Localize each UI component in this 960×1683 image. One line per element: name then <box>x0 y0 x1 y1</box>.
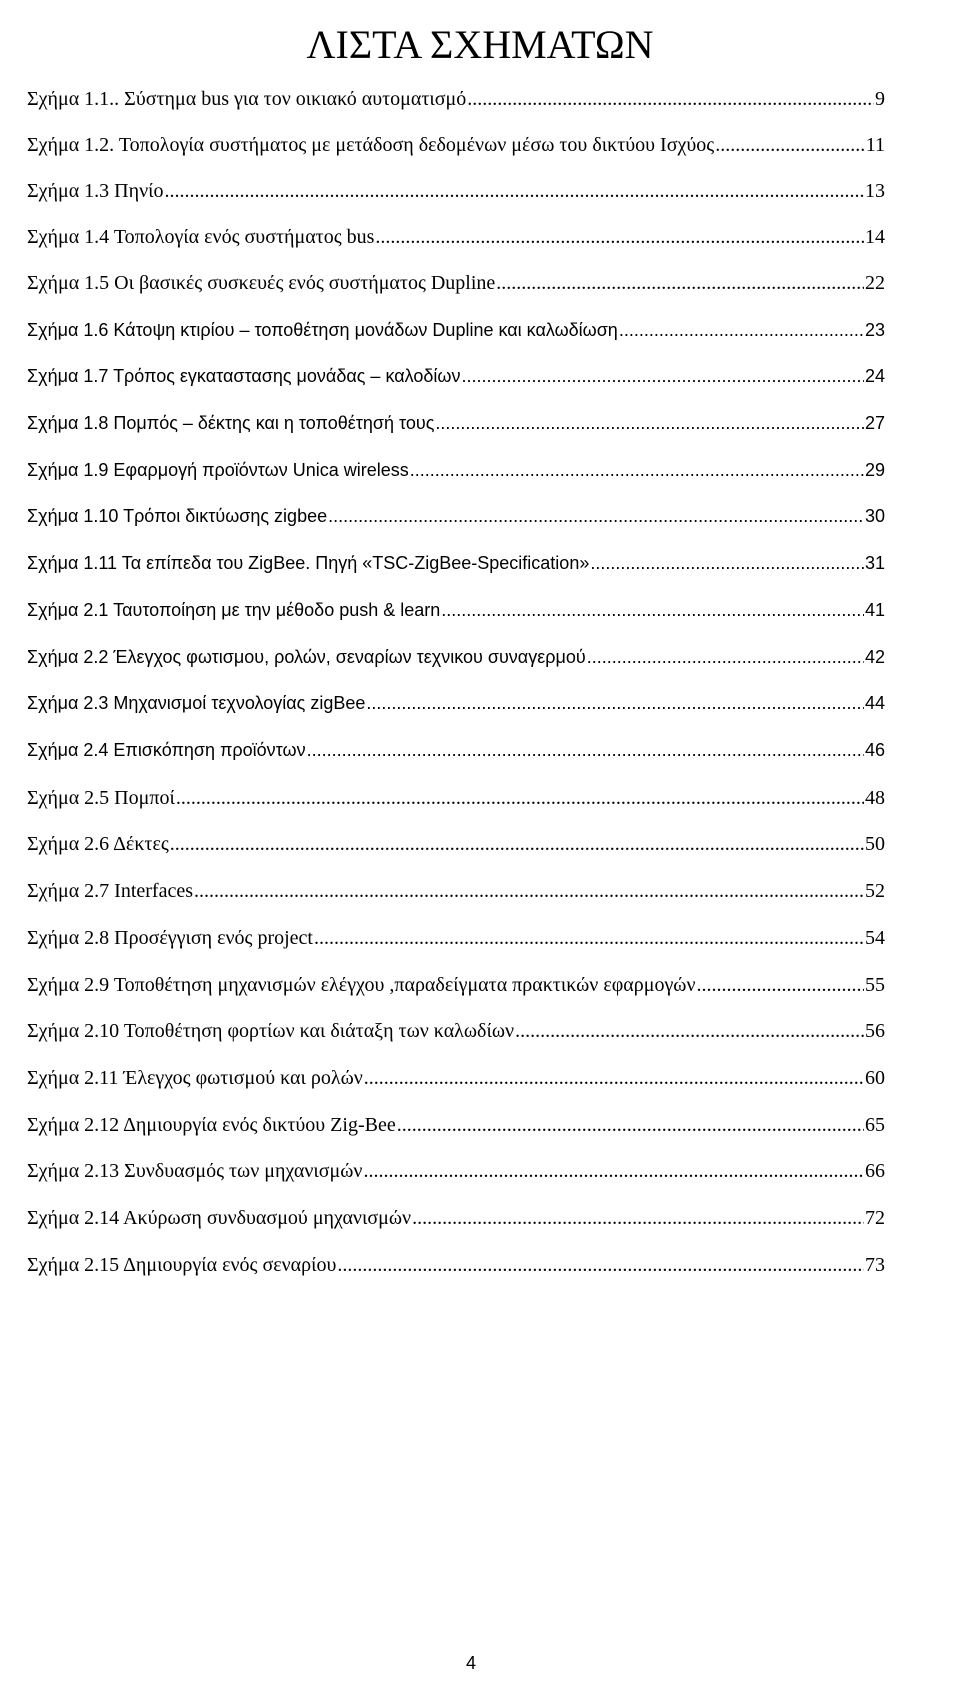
leader-dots <box>337 1254 864 1277</box>
toc-entry-label: Σχήμα 1.9 Εφαρμογή προϊόντων Unica wireless <box>27 460 409 480</box>
leader-dots <box>461 366 864 387</box>
toc-entry-page: 72 <box>865 1207 885 1229</box>
toc-entry-page: 22 <box>865 272 885 294</box>
toc-entry-page: 66 <box>865 1160 885 1182</box>
leader-dots <box>363 1160 864 1183</box>
toc-entry[interactable] <box>27 88 885 111</box>
toc-entry-label: Σχήμα 2.15 Δημιουργία ενός σεναρίου <box>27 1254 337 1276</box>
toc-entry-page: 56 <box>865 1020 885 1042</box>
toc-entry-page: 54 <box>865 927 885 949</box>
leader-dots <box>366 693 864 714</box>
toc-entry[interactable] <box>27 740 885 763</box>
toc-entry-label: Σχήμα 2.14 Ακύρωση συνδυασμού μηχανισμών <box>27 1207 412 1229</box>
toc-entry[interactable] <box>27 833 885 856</box>
leader-dots <box>314 927 864 950</box>
toc-entry[interactable] <box>27 647 885 670</box>
toc-entry-label: Σχήμα 2.9 Τοποθέτηση μηχανισμών ελέγχου ,παραδείγματα πρακτικών εφαρμογών <box>27 974 696 996</box>
toc-entry-label: Σχήμα 2.6 Δέκτες <box>27 833 169 855</box>
toc-entry[interactable] <box>27 1067 885 1090</box>
toc-entry-page: 11 <box>865 134 885 156</box>
toc-entry-label: Σχήμα 1.4 Τοπολογία ενός συστήματος bus <box>27 226 375 248</box>
toc-entry[interactable] <box>27 974 885 997</box>
toc-entry-label: Σχήμα 2.1 Ταυτοποίηση με την μέθοδο push & learn <box>27 600 441 620</box>
toc-entry[interactable] <box>27 1114 885 1137</box>
toc-entry-page: 31 <box>864 553 885 573</box>
toc-entry-label: Σχήμα 1.6 Κάτοψη κτιρίου – τοποθέτηση μονάδων Dupline και καλωδίωση <box>27 320 618 340</box>
toc-entry-page: 14 <box>865 226 885 248</box>
toc-entry-label: Σχήμα 1.5 Οι βασικές συσκευές ενός συστήματος Dupline <box>27 272 496 294</box>
toc-entry-page: 42 <box>864 647 885 667</box>
toc-entry[interactable] <box>27 460 885 483</box>
leader-dots <box>328 506 864 527</box>
leader-dots <box>364 1067 864 1090</box>
toc-entry-page: 24 <box>864 366 885 386</box>
leader-dots <box>170 833 864 856</box>
toc-entry[interactable] <box>27 180 885 203</box>
leader-dots <box>412 1207 864 1230</box>
toc-entry-label: Σχήμα 2.3 Μηχανισμοί τεχνολογίας zigBee <box>27 693 366 713</box>
toc-entry-label: Σχήμα 2.10 Τοποθέτηση φορτίων και διάταξη των καλωδίων <box>27 1020 515 1042</box>
toc-entry-label: Σχήμα 1.7 Τρόπος εγκαταστασης μονάδας – καλοδίων <box>27 366 461 386</box>
toc-entry-label: Σχήμα 1.1.. Σύστημα bus για τον οικιακό αυτοματισμό <box>27 88 467 110</box>
toc-entry-label: Σχήμα 2.4 Επισκόπηση προϊόντων <box>27 740 306 760</box>
toc-entry-page: 65 <box>865 1114 885 1136</box>
toc-entry-page: 46 <box>864 740 885 760</box>
toc-entry[interactable] <box>27 600 885 623</box>
toc-entry-page: 23 <box>864 320 885 340</box>
leader-dots <box>375 226 864 249</box>
toc-entry-label: Σχήμα 2.8 Προσέγγιση ενός project <box>27 927 313 949</box>
toc-entry[interactable] <box>27 272 885 295</box>
toc-entry-label: Σχήμα 1.8 Πομπός – δέκτης και η τοποθέτησή τους <box>27 413 435 433</box>
page-number: 4 <box>465 1653 476 1673</box>
leader-dots <box>619 320 864 341</box>
leader-dots <box>397 1114 864 1137</box>
leader-dots <box>715 134 865 157</box>
toc-entry-label: Σχήμα 2.2 Έλεγχος φωτισμου, ρολών, σεναρίων τεχνικου συναγερμού <box>27 647 586 667</box>
toc-entry-page: 41 <box>864 600 885 620</box>
toc-entry-page: 9 <box>875 88 885 110</box>
toc-entry[interactable] <box>27 1207 885 1230</box>
toc-entry[interactable] <box>27 693 885 716</box>
toc-entry-page: 44 <box>864 693 885 713</box>
toc-entry-page: 27 <box>864 413 885 433</box>
page-title: ΛΙΣΤΑ ΣΧΗΜΑΤΩΝ <box>306 21 654 67</box>
toc-entry-label: Σχήμα 2.13 Συνδυασμός των μηχανισμών <box>27 1160 363 1182</box>
toc-entry-label: Σχήμα 2.11 Έλεγχος φωτισμού και ρολών <box>27 1067 363 1089</box>
toc-entry-page: 50 <box>865 833 885 855</box>
toc-entry-label: Σχήμα 2.5 Πομποί <box>27 787 175 809</box>
toc-entry[interactable] <box>27 787 885 810</box>
toc-entry[interactable] <box>27 506 885 529</box>
leader-dots <box>410 460 864 481</box>
toc-entry-page: 30 <box>864 506 885 526</box>
toc-entry[interactable] <box>27 1020 885 1043</box>
toc-entry-page: 52 <box>865 880 885 902</box>
toc-entry[interactable] <box>27 1254 885 1277</box>
toc-entry-label: Σχήμα 1.3 Πηνίο <box>27 180 164 202</box>
toc-entry[interactable] <box>27 413 885 436</box>
toc-entry-label: Σχήμα 2.7 Interfaces <box>27 880 194 902</box>
toc-entry-label: Σχήμα 1.10 Τρόποι δικτύωσης zigbee <box>27 506 328 526</box>
leader-dots <box>697 974 865 997</box>
leader-dots <box>496 272 864 295</box>
toc-entry[interactable] <box>27 366 885 389</box>
toc-entry[interactable] <box>27 1160 885 1183</box>
toc-entry[interactable] <box>27 553 885 576</box>
toc-entry[interactable] <box>27 927 885 950</box>
toc-entry-label: Σχήμα 1.11 Τα επίπεδα του ZigBee. Πηγή «TSC-ZigBee-Specification» <box>27 553 590 573</box>
toc-entry[interactable] <box>27 134 885 157</box>
toc-entry-label: Σχήμα 1.2. Τοπολογία συστήματος με μετάδοση δεδομένων μέσω του δικτύου Ισχύος <box>27 134 715 156</box>
leader-dots <box>441 600 864 621</box>
toc-entry[interactable] <box>27 880 885 903</box>
leader-dots <box>587 647 864 668</box>
toc-entry-page: 55 <box>865 974 885 996</box>
leader-dots <box>165 180 864 203</box>
leader-dots <box>467 88 874 111</box>
toc-entry-page: 13 <box>865 180 885 202</box>
toc-entry-page: 60 <box>865 1067 885 1089</box>
leader-dots <box>435 413 864 434</box>
toc-entry[interactable] <box>27 320 885 343</box>
toc-entry-page: 73 <box>865 1254 885 1276</box>
leader-dots <box>194 880 864 903</box>
toc-entry-label: Σχήμα 2.12 Δημιουργία ενός δικτύου Zig-Bee <box>27 1114 396 1136</box>
leader-dots <box>307 740 864 761</box>
toc-entry[interactable] <box>27 226 885 249</box>
leader-dots <box>176 787 864 810</box>
leader-dots <box>515 1020 864 1043</box>
leader-dots <box>590 553 864 574</box>
toc-entry-page: 48 <box>865 787 885 809</box>
toc-entry-page: 29 <box>864 460 885 480</box>
